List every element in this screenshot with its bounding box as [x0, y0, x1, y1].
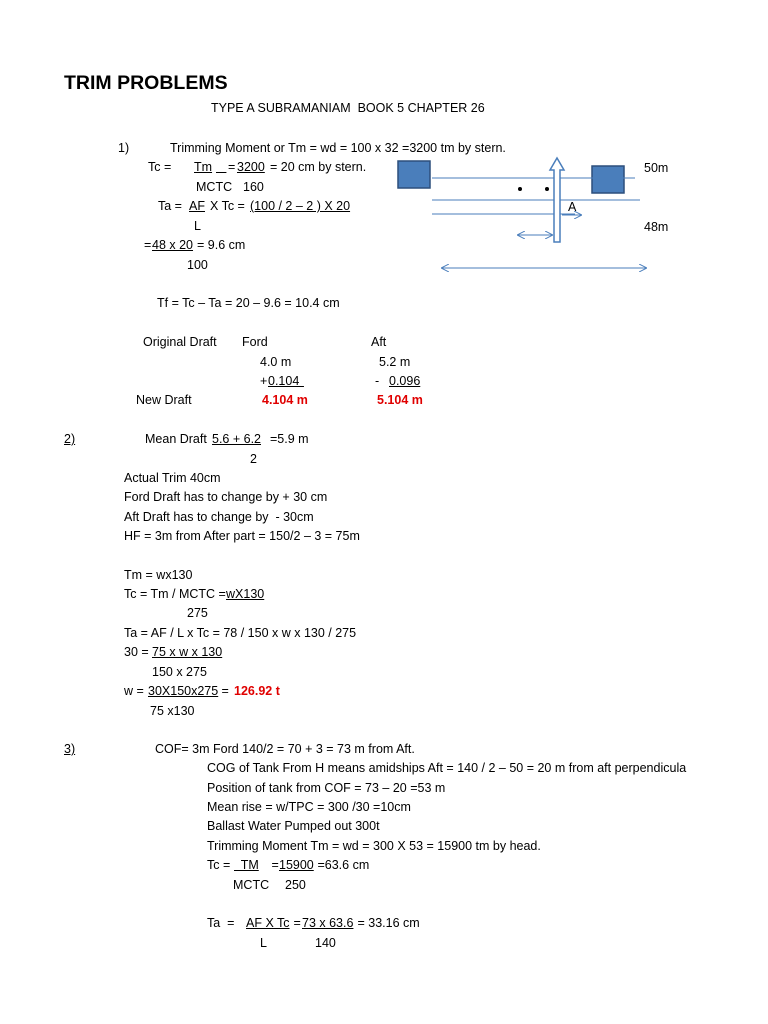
- p3-tc-eq: =: [268, 858, 283, 872]
- p1-ta-l: L: [194, 219, 201, 233]
- p1-ford-header: Ford: [242, 335, 268, 349]
- p3-ta-eq: =: [290, 916, 305, 930]
- p3-ta-numerator: AF X Tc: [246, 916, 290, 930]
- p3-tc-tm: TM: [234, 858, 259, 872]
- diagram-label-48m: 48m: [644, 220, 669, 234]
- p1-eq-prefix: =: [144, 238, 152, 252]
- page-title: TRIM PROBLEMS: [64, 72, 228, 94]
- p2-eq-numerator: 75 x w x 130: [152, 645, 223, 659]
- p2-w-label: w =: [124, 684, 148, 698]
- p1-tf: Tf = Tc – Ta = 20 – 9.6 = 10.4 cm: [157, 296, 340, 310]
- page-subtitle: TYPE A SUBRAMANIAM BOOK 5 CHAPTER 26: [211, 101, 485, 115]
- p3-tc-label: Tc =: [207, 858, 234, 872]
- p3-cof: COF= 3m Ford 140/2 = 70 + 3 = 73 m from Aft.: [155, 742, 415, 756]
- p2-mean-result: =5.9 m: [270, 432, 309, 446]
- diagram-label-a: A: [568, 200, 577, 214]
- p3-tank-position: Position of tank from COF = 73 – 20 =53 m: [207, 781, 446, 795]
- p1-ta-label: Ta =: [158, 199, 182, 213]
- p1-aft-new: 5.104 m: [377, 393, 423, 407]
- p1-aft-original: 5.2 m: [379, 355, 411, 369]
- p3-ta-expression: 73 x 63.6: [302, 916, 354, 930]
- p1-trimming-moment: Trimming Moment or Tm = wd = 100 x 32 =3200 tm by stern.: [170, 141, 506, 155]
- p3-mctc-label: MCTC: [233, 878, 270, 892]
- p3-ta-l: L: [260, 936, 267, 950]
- p3-mctc-value: 250: [285, 878, 306, 892]
- p1-eq-numerator: 48 x 20: [152, 238, 194, 252]
- p1-aft-header: Aft: [371, 335, 387, 349]
- p1-tc-result: = 20 cm by stern.: [270, 160, 367, 174]
- p3-cog: COG of Tank From H means amidships Aft = 140 / 2 – 50 = 20 m from aft perpendicula: [207, 761, 687, 775]
- p3-ballast: Ballast Water Pumped out 300t: [207, 819, 380, 833]
- left-weight-block: [398, 161, 430, 188]
- p2-ford-change: Ford Draft has to change by + 30 cm: [124, 490, 328, 504]
- p2-hf: HF = 3m from After part = 150/2 – 3 = 75m: [124, 529, 360, 543]
- right-weight-block: [592, 166, 624, 193]
- p1-ford-change: 0.104: [268, 374, 300, 388]
- p1-aft-change: 0.096: [389, 374, 421, 388]
- p2-mean-denominator: 2: [250, 452, 257, 466]
- p3-tc-15900: 15900: [279, 858, 314, 872]
- p2-mean-draft-label: Mean Draft: [145, 432, 207, 446]
- problem-3-number: 3): [64, 742, 76, 756]
- p2-eq-denominator: 150 x 275: [152, 665, 207, 679]
- p2-w-result: 126.92 t: [234, 684, 280, 698]
- p1-tc-eq: =: [228, 160, 236, 174]
- p1-ford-original: 4.0 m: [260, 355, 292, 369]
- p3-ta-result: = 33.16 cm: [354, 916, 420, 930]
- p3-ta-140: 140: [315, 936, 336, 950]
- p1-mctc-label: MCTC: [196, 180, 233, 194]
- point-dot-left: [518, 187, 522, 191]
- p2-ta: Ta = AF / L x Tc = 78 / 150 x w x 130 / 275: [124, 626, 357, 640]
- point-dot-right: [545, 187, 549, 191]
- p1-ford-change-underline-tail: [297, 375, 304, 388]
- p1-eq-denominator: 100: [187, 258, 208, 272]
- problem-2-number: 2): [64, 432, 76, 446]
- p1-ford-plus: +: [260, 374, 268, 388]
- p1-ta-expression: (100 / 2 – 2 ) X 20: [250, 199, 351, 213]
- p1-mctc-value: 160: [243, 180, 264, 194]
- p1-ford-new: 4.104 m: [262, 393, 308, 407]
- p1-new-draft-label: New Draft: [136, 393, 192, 407]
- p3-trimming-moment: Trimming Moment Tm = wd = 300 X 53 = 15900 tm by head.: [207, 839, 541, 853]
- p2-eq-label: 30 =: [124, 645, 153, 659]
- p1-tc-label: Tc =: [148, 160, 172, 174]
- p1-original-draft-label: Original Draft: [143, 335, 217, 349]
- p2-tc-numerator: wX130: [226, 587, 265, 601]
- p2-w-eq: =: [218, 684, 233, 698]
- p2-tc-label: Tc = Tm / MCTC =: [124, 587, 230, 601]
- diagram-label-50m: 50m: [644, 161, 669, 175]
- p2-aft-change: Aft Draft has to change by - 30cm: [124, 510, 314, 524]
- p1-eq-result: = 9.6 cm: [197, 238, 246, 252]
- problem-1-number: 1): [118, 141, 130, 155]
- p3-ta-label: Ta =: [207, 916, 242, 930]
- p2-w-numerator: 30X150x275: [148, 684, 219, 698]
- p1-ta-xtc: X Tc =: [210, 199, 245, 213]
- p3-tc-result: =63.6 cm: [314, 858, 370, 872]
- p1-tc-tm: Tm: [194, 160, 213, 174]
- p3-mean-rise: Mean rise = w/TPC = 300 /30 =10cm: [207, 800, 411, 814]
- ship-trim-diagram: [0, 0, 768, 300]
- p2-w-denominator: 75 x130: [150, 704, 195, 718]
- p1-ta-af: AF: [189, 199, 205, 213]
- p2-tc-denominator: 275: [187, 606, 208, 620]
- p2-mean-numerator: 5.6 + 6.2: [212, 432, 261, 446]
- p1-aft-minus: -: [375, 374, 380, 388]
- p1-tc-3200: 3200: [237, 160, 265, 174]
- p2-actual-trim: Actual Trim 40cm: [124, 471, 221, 485]
- p2-tm: Tm = wx130: [124, 568, 193, 582]
